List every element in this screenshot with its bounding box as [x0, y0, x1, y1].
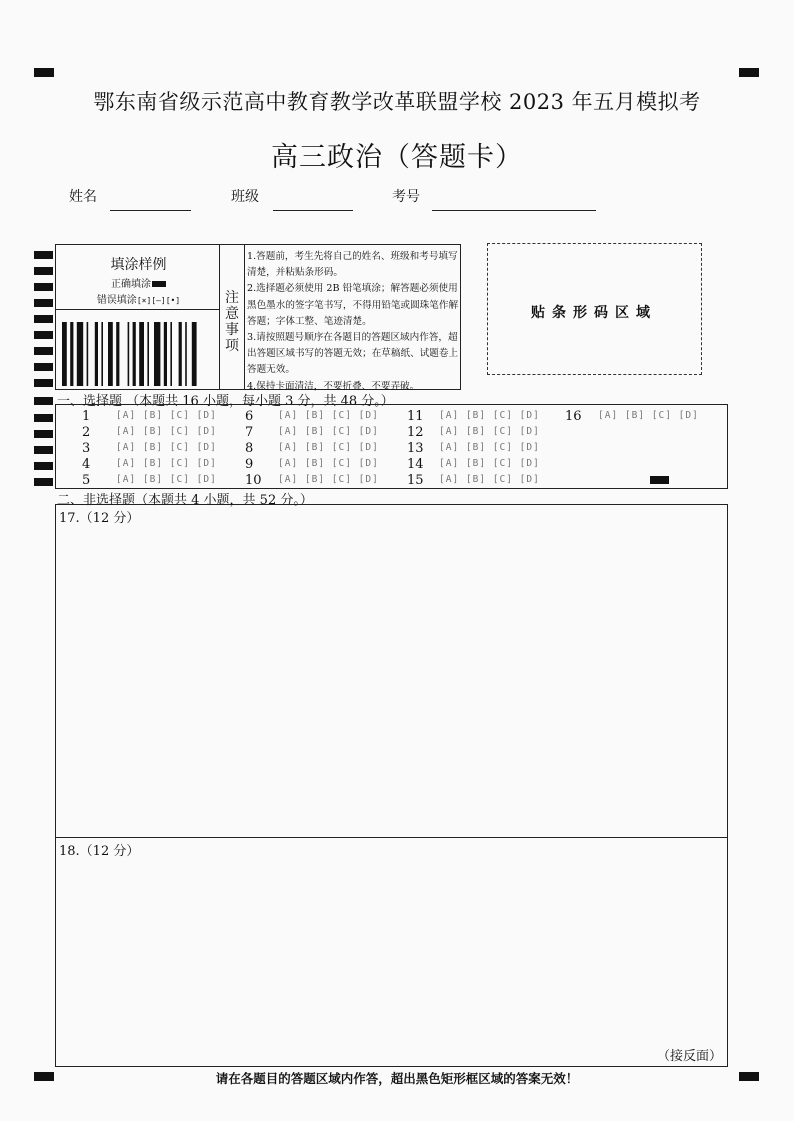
exam-no-field[interactable] — [432, 210, 596, 211]
filled-block-icon — [152, 281, 166, 287]
timing-mark — [34, 251, 53, 259]
barcode-stripe — [185, 322, 187, 386]
question-14-number: 14 — [407, 457, 424, 472]
timing-mark — [34, 299, 53, 307]
question-5-number: 5 — [82, 473, 91, 488]
question-2-options[interactable]: [A] [B] [C] [D] — [116, 426, 217, 437]
timing-mark — [34, 331, 53, 339]
answer-area-17[interactable] — [55, 504, 728, 838]
footer-warning: 请在各题目的答题区域内作答，超出黑色矩形框区域的答案无效！ — [215, 1071, 579, 1086]
timing-mark — [34, 315, 53, 323]
question-5-options[interactable]: [A] [B] [C] [D] — [116, 474, 217, 485]
barcode-stripe — [179, 322, 182, 386]
corner-mark-top-left — [34, 68, 54, 77]
question-3-options[interactable]: [A] [B] [C] [D] — [116, 442, 217, 453]
barcode-stripe — [77, 322, 83, 386]
correct-fill-label: 正确填涂 — [111, 279, 151, 290]
barcode-stripe — [170, 322, 172, 386]
question-1-number: 1 — [82, 409, 91, 424]
question-7-options[interactable]: [A] [B] [C] [D] — [278, 426, 379, 437]
question-2-number: 2 — [82, 425, 91, 440]
notice-heading — [220, 245, 245, 389]
continue-on-back-label: （接反面） — [656, 1049, 722, 1064]
question-3-number: 3 — [82, 441, 91, 456]
timing-mark — [34, 363, 53, 371]
wrong-fill-label: 错误填涂 — [96, 295, 137, 306]
class-field[interactable] — [273, 210, 353, 211]
barcode-stripe — [133, 322, 136, 386]
exam-no-label: 考号 — [392, 189, 420, 205]
timing-mark — [34, 430, 53, 438]
timing-mark — [34, 267, 53, 275]
question-6-options[interactable]: [A] [B] [C] [D] — [278, 410, 379, 421]
name-field[interactable] — [110, 210, 191, 211]
notice-text — [247, 249, 459, 395]
barcode-sticker-area[interactable] — [487, 243, 702, 375]
notice-heading-char: 项 — [225, 338, 239, 354]
barcode-stripe — [116, 322, 119, 386]
barcode-stripe — [154, 322, 160, 386]
wrong-fill-example — [56, 291, 221, 306]
question-7-number: 7 — [245, 425, 254, 440]
notice-item: 4.保持卡面清洁，不要折叠、不要弄破。 — [247, 380, 420, 392]
question-18-label: 18.（12 分） — [59, 844, 140, 859]
card-subtitle: 高三政治（答题卡） — [271, 142, 523, 173]
question-10-options[interactable]: [A] [B] [C] [D] — [278, 474, 379, 485]
section1-heading: 一、选择题 （本题共 16 小题，每小题 3 分，共 48 分。） — [57, 394, 394, 409]
timing-mark — [34, 283, 53, 291]
question-15-options[interactable]: [A] [B] [C] [D] — [439, 474, 540, 485]
barcode-stripe — [62, 322, 67, 386]
barcode-stripe — [70, 322, 73, 386]
question-10-number: 10 — [245, 473, 262, 488]
section2-heading: 二、非选择题（本题共 4 小题，共 52 分。） — [57, 493, 313, 508]
question-12-number: 12 — [407, 425, 424, 440]
question-6-number: 6 — [245, 409, 254, 424]
barcode-stripe — [87, 322, 89, 386]
fill-sample-box — [55, 244, 220, 390]
notice-heading-char: 事 — [225, 322, 239, 338]
notice-heading-char: 注 — [225, 290, 239, 306]
question-17-label: 17.（12 分） — [59, 511, 140, 526]
question-16-number: 16 — [565, 409, 582, 424]
barcode-stripe — [95, 322, 98, 386]
timing-mark — [34, 379, 53, 387]
choice-answer-box — [55, 404, 728, 489]
timing-mark — [34, 347, 53, 355]
barcode-stripe — [139, 322, 144, 386]
timing-mark — [34, 462, 53, 470]
barcode-icon — [62, 322, 212, 386]
wrong-fill-marks: [×][—][•] — [136, 296, 181, 305]
answer-area-18[interactable] — [55, 837, 728, 1067]
notice-box — [220, 244, 461, 390]
fill-sample-title: 填涂样例 — [110, 257, 167, 273]
question-16-options[interactable]: [A] [B] [C] [D] — [598, 410, 699, 421]
sample-divider — [56, 309, 219, 310]
question-8-options[interactable]: [A] [B] [C] [D] — [278, 442, 379, 453]
question-8-number: 8 — [245, 441, 254, 456]
timing-mark — [34, 414, 53, 422]
question-13-number: 13 — [407, 441, 424, 456]
timing-mark — [34, 446, 53, 454]
question-4-number: 4 — [82, 457, 91, 472]
question-11-number: 11 — [407, 409, 424, 424]
barcode-stripe — [108, 322, 113, 386]
exam-title: 鄂东南省级示范高中教育教学改革联盟学校 2023 年五月模拟考 — [93, 90, 701, 114]
question-11-options[interactable]: [A] [B] [C] [D] — [439, 410, 540, 421]
barcode-stripe — [192, 322, 197, 386]
question-15-number: 15 — [407, 473, 424, 488]
choice-end-mark — [650, 476, 669, 484]
barcode-stripe — [128, 322, 130, 386]
question-1-options[interactable]: [A] [B] [C] [D] — [116, 410, 217, 421]
question-4-options[interactable]: [A] [B] [C] [D] — [116, 458, 217, 469]
timing-mark — [34, 478, 53, 486]
timing-mark — [34, 397, 53, 405]
barcode-sticker-label: 贴条形码区域 — [531, 305, 657, 321]
question-9-options[interactable]: [A] [B] [C] [D] — [278, 458, 379, 469]
question-12-options[interactable]: [A] [B] [C] [D] — [439, 426, 540, 437]
corner-mark-top-right — [739, 68, 759, 77]
question-9-number: 9 — [245, 457, 254, 472]
notice-heading-char: 意 — [225, 306, 239, 322]
question-14-options[interactable]: [A] [B] [C] [D] — [439, 458, 540, 469]
correct-fill-example — [56, 275, 221, 290]
barcode-stripe — [101, 322, 103, 386]
barcode-stripe — [147, 322, 149, 386]
class-label: 班级 — [231, 189, 259, 205]
notice-item: 3.请按照题号顺序在各题目的答题区域内作答，超出答题区域书写的答题无效；在草稿纸、试题卷上答题无效。 — [247, 332, 459, 376]
barcode-stripe — [164, 322, 167, 386]
question-13-options[interactable]: [A] [B] [C] [D] — [439, 442, 540, 453]
notice-item: 2.选择题必须使用 2B 铅笔填涂；解答题必须使用黑色墨水的签字笔书写，不得用铅笔或圆珠笔作解答题；字体工整、笔迹清楚。 — [247, 283, 459, 327]
name-label: 姓名 — [69, 189, 97, 205]
notice-item: 1.答题前，考生先将自己的姓名、班级和考号填写清楚，并粘贴条形码。 — [247, 251, 458, 279]
